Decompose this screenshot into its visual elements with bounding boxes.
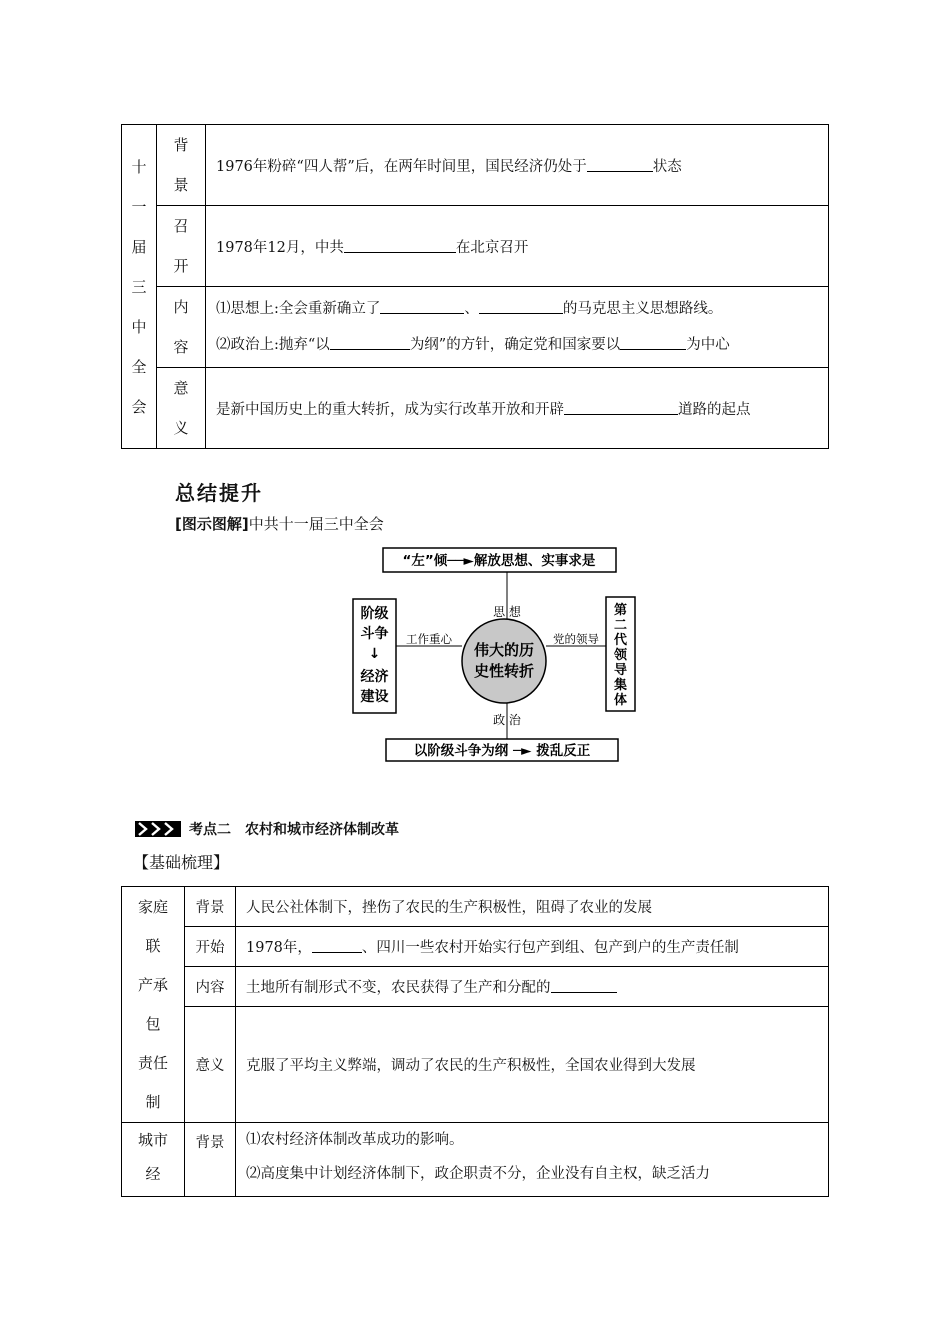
top-box bbox=[383, 548, 616, 572]
right-box bbox=[606, 597, 635, 711]
row-text-significance: 是新中国历史上的重大转折，成为实行改革开放和开辟 道路的起点 bbox=[206, 368, 829, 449]
section-heading bbox=[135, 820, 399, 838]
row-text-convene: 1978年12月，中共 在北京召开 bbox=[206, 206, 829, 287]
svg-text:史性转折: 史性转折 bbox=[473, 662, 535, 680]
svg-text:斗争: 斗争 bbox=[360, 626, 389, 642]
svg-text:阶级: 阶级 bbox=[360, 606, 389, 622]
fill-blank[interactable] bbox=[587, 157, 653, 172]
svg-text:经济: 经济 bbox=[360, 669, 389, 685]
row-label: 内容 bbox=[185, 967, 236, 1007]
row-label: 背景 bbox=[185, 1123, 236, 1197]
row-label: 开始 bbox=[185, 927, 236, 967]
top-label: 思 想 bbox=[493, 605, 521, 619]
fill-blank[interactable] bbox=[479, 299, 563, 314]
right-label: 党的领导 bbox=[553, 632, 599, 646]
row-text: ⑴农村经济体制改革成功的影响。 ⑵高度集中计划经济体制下，政企职责不分，企业没有自主权，缺乏活力 bbox=[236, 1123, 829, 1197]
svg-text:建设: 建设 bbox=[360, 689, 389, 705]
svg-text:以阶级斗争为纲 ─► 拨乱反正: 以阶级斗争为纲 ─► 拨乱反正 bbox=[413, 743, 591, 759]
row-text-background: 1976年粉碎“四人帮”后，在两年时间里，国民经济仍处于 状态 bbox=[206, 125, 829, 206]
summary-title: 总结提升 bbox=[175, 481, 263, 505]
left-box bbox=[353, 599, 396, 713]
svg-text:↓: ↓ bbox=[368, 646, 381, 662]
row-text: 1978年， 、四川一些农村开始实行包产到组、包产到户的生产责任制 bbox=[236, 927, 829, 967]
bottom-box bbox=[386, 739, 618, 761]
fill-blank[interactable] bbox=[344, 238, 456, 253]
row-text: 克服了平均主义弊端，调动了农民的生产积极性，全国农业得到大发展 bbox=[236, 1007, 829, 1123]
row-label-convene: 召 开 bbox=[157, 206, 206, 287]
row-label-significance: 意 义 bbox=[157, 368, 206, 449]
row-label-background: 背 景 bbox=[157, 125, 206, 206]
basics-heading: 【基础梳理】 bbox=[133, 853, 230, 872]
svg-text:体: 体 bbox=[613, 693, 628, 708]
svg-text:“左”倾──►解放思想、实事求是: “左”倾──►解放思想、实事求是 bbox=[402, 553, 596, 569]
triple-chevron-icon bbox=[135, 821, 181, 837]
fill-blank[interactable] bbox=[620, 335, 686, 350]
fill-blank[interactable] bbox=[551, 978, 617, 993]
svg-text:伟大的历: 伟大的历 bbox=[473, 641, 535, 659]
third-plenum-diagram bbox=[350, 542, 640, 767]
row-text: 土地所有制形式不变，农民获得了生产和分配的 bbox=[236, 967, 829, 1007]
svg-text:第: 第 bbox=[613, 603, 628, 618]
svg-text:集: 集 bbox=[613, 678, 628, 693]
fill-blank[interactable] bbox=[564, 400, 678, 415]
diagram-caption: [图示图解]中共十一届三中全会 bbox=[175, 515, 384, 533]
row-label: 意义 bbox=[185, 1007, 236, 1123]
table-third-plenum bbox=[121, 124, 829, 449]
left-label: 工作重心 bbox=[406, 632, 452, 646]
row-text-content: ⑴思想上:全会重新确立了 、 的马克思主义思想路线。 ⑵政治上:抛弃“以 为纲”的方针，确定党和国家要以 为中心 bbox=[206, 287, 829, 368]
row-label: 背景 bbox=[185, 887, 236, 927]
fill-blank[interactable] bbox=[312, 938, 362, 953]
fill-blank[interactable] bbox=[330, 335, 410, 350]
row-text: 人民公社体制下，挫伤了农民的生产积极性，阻碍了农业的发展 bbox=[236, 887, 829, 927]
svg-text:导: 导 bbox=[613, 663, 628, 678]
svg-text:二: 二 bbox=[613, 618, 628, 633]
fill-blank[interactable] bbox=[380, 299, 464, 314]
group-urban-reform: 城市 经 bbox=[122, 1123, 185, 1197]
bottom-label: 政 治 bbox=[493, 713, 521, 727]
center-circle bbox=[462, 619, 546, 703]
svg-text:领: 领 bbox=[613, 648, 628, 663]
svg-text:代: 代 bbox=[613, 633, 628, 648]
section-title: 考点二 农村和城市经济体制改革 bbox=[189, 822, 399, 838]
vertical-title: 十 一 届 三 中 全 会 bbox=[122, 125, 157, 449]
group-household-responsibility: 家庭 联 产承 包 责任 制 bbox=[122, 887, 185, 1123]
table-economic-reform bbox=[121, 886, 829, 1197]
row-label-content: 内 容 bbox=[157, 287, 206, 368]
